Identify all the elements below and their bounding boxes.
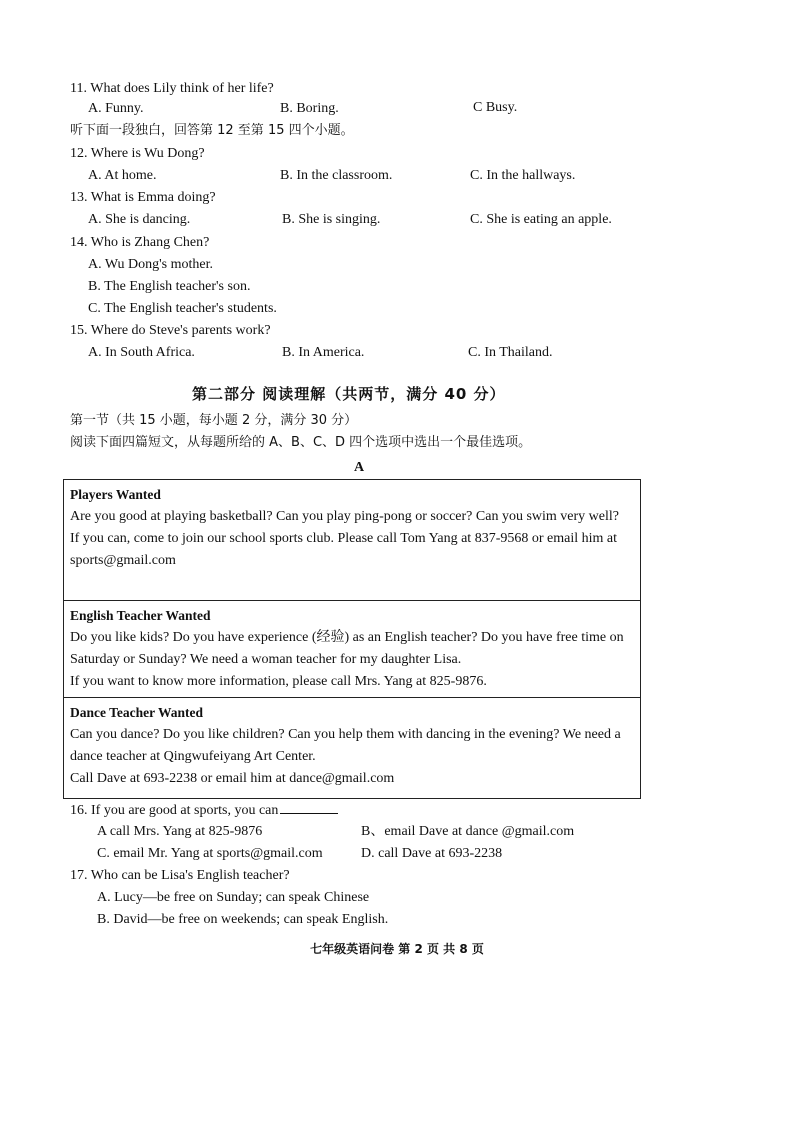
listening-intro: 听下面一段独白，回答第 12 至第 15 四个小题。 [70, 123, 354, 138]
ad-title: English Teacher Wanted [70, 608, 211, 623]
ad-english-teacher-wanted [64, 601, 640, 698]
option-13-b: B. She is singing. [282, 212, 381, 227]
option-12-b: B. In the classroom. [280, 168, 393, 183]
question-11: 11. What does Lily think of her life? [70, 81, 274, 96]
answer-blank [280, 801, 338, 814]
ad-body-text: Can you dance? Do you like children? Can you help them with dancing in the evening? We need a dance teacher at Qingwufeiyang Art Center. Call Dave at 693-2238 or email him at dance@gmail.com [70, 727, 621, 786]
option-13-a: A. She is dancing. [88, 212, 191, 227]
ad-body [70, 627, 634, 693]
question-17: 17. Who can be Lisa's English teacher? [70, 868, 290, 883]
question-14: 14. Who is Zhang Chen? [70, 235, 210, 250]
option-16-c: C. email Mr. Yang at sports@gmail.com [97, 846, 323, 861]
option-12-c: C. In the hallways. [470, 168, 576, 183]
option-15-b: B. In America. [282, 345, 365, 360]
ad-body-text: Do you like kids? Do you have experience (经验) as an English teacher? Do you have free time on Saturday or Sunday? We need a woman teacher for my daughter Lisa. If you want to know more information, please call Mrs. Yang at 825-9876. [70, 630, 624, 689]
question-12: 12. Where is Wu Dong? [70, 146, 205, 161]
ads-box [63, 479, 641, 799]
question-16 [70, 801, 338, 820]
question-16-stem: 16. If you are good at sports, you can [70, 803, 279, 818]
option-14-b: B. The English teacher's son. [88, 279, 251, 294]
ad-body [70, 506, 634, 572]
option-13-c: C. She is eating an apple. [470, 212, 612, 227]
part2-title: 第二部分 阅读理解（共两节，满分 40 分） [192, 385, 506, 403]
option-16-b: B、email Dave at dance @gmail.com [361, 824, 575, 839]
option-16-a: A call Mrs. Yang at 825-9876 [97, 824, 263, 839]
page-footer: 七年级英语问卷 第 2 页 共 8 页 [310, 942, 484, 956]
ad-title: Dance Teacher Wanted [70, 705, 204, 720]
option-15-c: C. In Thailand. [468, 345, 553, 360]
ad-body-text: Are you good at playing basketball? Can you play ping-pong or soccer? Can you swim very well? If you can, come to join our school sports club. Please call Tom Yang at 837-9568 or email him at sports@gmail.com [70, 509, 619, 568]
ad-body [70, 724, 634, 790]
option-12-a: A. At home. [88, 168, 157, 183]
question-13: 13. What is Emma doing? [70, 190, 216, 205]
option-16-d: D. call Dave at 693-2238 [361, 846, 503, 861]
ad-players-wanted [64, 480, 640, 601]
option-15-a: A. In South Africa. [88, 345, 195, 360]
section1-heading: 第一节（共 15 小题，每小题 2 分，满分 30 分） [70, 413, 358, 428]
option-11-c: C Busy. [473, 100, 518, 115]
section1-instruction: 阅读下面四篇短文，从每题所给的 A、B、C、D 四个选项中选出一个最佳选项。 [70, 435, 532, 450]
ad-dance-teacher-wanted [64, 698, 640, 798]
ad-title: Players Wanted [70, 487, 161, 502]
passage-letter: A [354, 460, 365, 475]
option-17-b: B. David—be free on weekends; can speak English. [97, 912, 389, 927]
option-17-a: A. Lucy—be free on Sunday; can speak Chinese [97, 890, 370, 905]
question-15: 15. Where do Steve's parents work? [70, 323, 271, 338]
option-14-a: A. Wu Dong's mother. [88, 257, 213, 272]
option-11-b: B. Boring. [280, 101, 339, 116]
option-11-a: A. Funny. [88, 101, 144, 116]
option-14-c: C. The English teacher's students. [88, 301, 277, 316]
